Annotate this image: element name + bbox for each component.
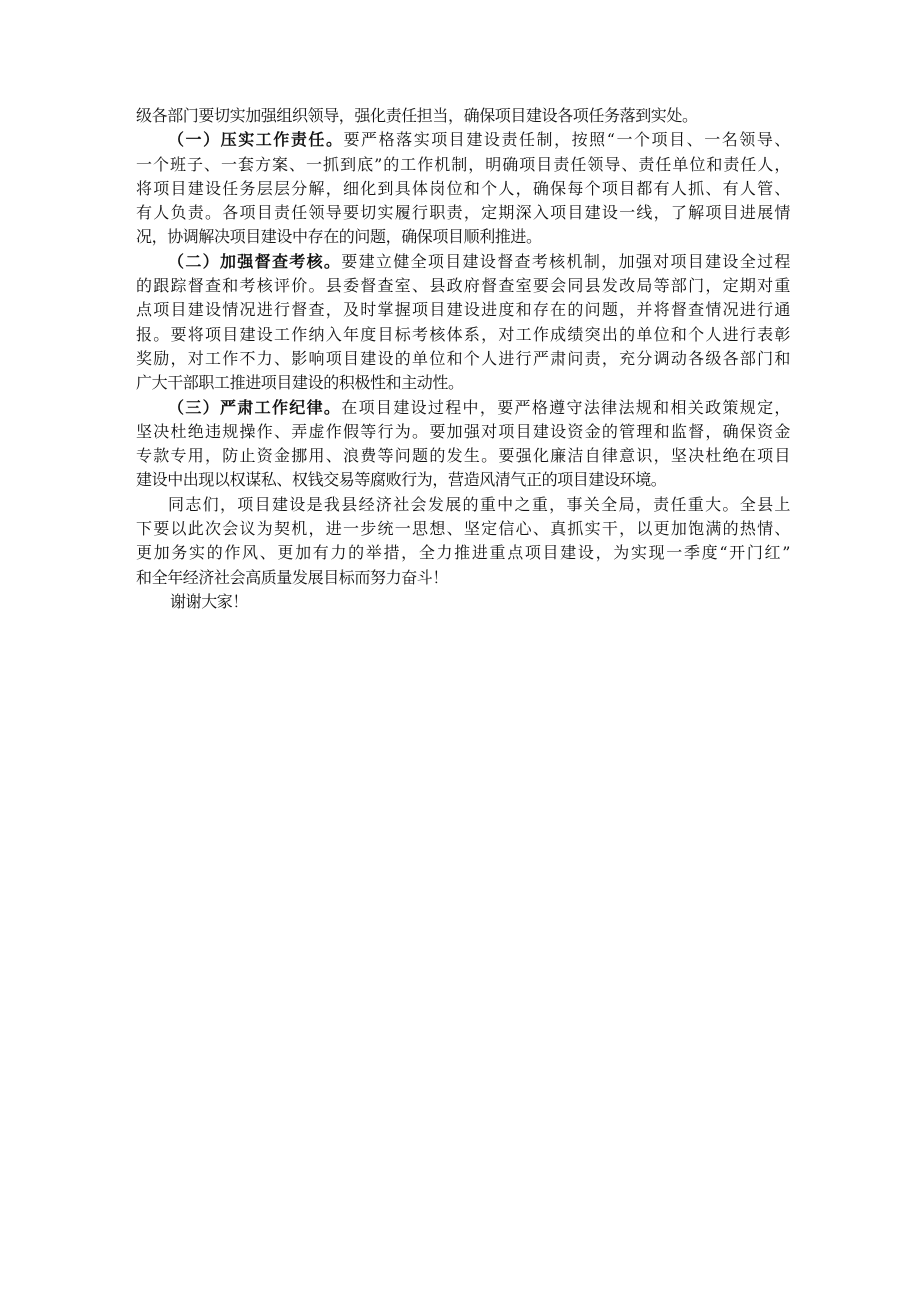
paragraph-line: [136, 250, 790, 274]
text-line: 的跟踪督查和考核评价。县委督查室、县政府督查室要会同县发改局等部门，定期对重: [136, 276, 790, 296]
text-line: 专款专用，防止资金挪用、浪费等问题的发生。要强化廉洁自律意识，坚决杜绝在项目: [136, 446, 790, 466]
paragraph-line: [136, 128, 790, 152]
text-line: 有人负责。各项目责任领导要切实履行职责，定期深入项目建设一线，了解项目进展情: [136, 203, 790, 223]
text-line: 建设中出现以权谋私、权钱交易等腐败行为，营造风清气正的项目建设环境。: [136, 470, 667, 490]
text-line: 况，协调解决项目建设中存在的问题，确保项目顺利推进。: [136, 227, 542, 247]
text-run: 要建立健全项目建设督查考核机制，加强对项目建设全过程: [341, 251, 790, 271]
text-line: 同志们，项目建设是我县经济社会发展的重中之重，事关全局，责任重大。全县上: [168, 494, 790, 514]
closing-thanks: 谢谢大家！: [170, 591, 249, 611]
text-line: 点项目建设情况进行督查，及时掌握项目建设进度和存在的问题，并将督查情况进行通: [136, 300, 790, 320]
text-line: 一个班子、一套方案、一抓到底”的工作机制，明确项目责任领导、责任单位和责任人，: [136, 154, 790, 174]
text-run: 在项目建设过程中，要严格遵守法律法规和相关政策规定，: [341, 397, 790, 417]
paragraph-line: [136, 396, 790, 420]
text-line: 更加务实的作风、更加有力的举措，全力推进重点项目建设，为实现一季度“开门红”: [136, 543, 790, 563]
text-line: 和全年经济社会高质量发展目标而努力奋斗！: [136, 567, 449, 587]
text-run: 要严格落实项目建设责任制，按照“一个项目、一名领导、: [343, 130, 790, 150]
section-heading-2: （二）加强督查考核。: [168, 251, 342, 271]
text-line: 坚决杜绝违规操作、弄虚作假等行为。要加强对项目建设资金的管理和监督，确保资金: [136, 421, 790, 441]
document-page: [136, 104, 790, 614]
text-line: 下要以此次会议为契机，进一步统一思想、坚定信心、真抓实干，以更加饱满的热情、: [136, 519, 790, 539]
text-line: 奖励，对工作不力、影响项目建设的单位和个人进行严肃问责，充分调动各级各部门和: [136, 348, 790, 368]
text-line: 广大干部职工推进项目建设的积极性和主动性。: [136, 373, 464, 393]
text-line: 将项目建设任务层层分解，细化到具体岗位和个人，确保每个项目都有人抓、有人管、: [136, 178, 790, 198]
section-heading-3: （三）严肃工作纪律。: [168, 397, 342, 417]
text-line: 级各部门要切实加强组织领导，强化责任担当，确保项目建设各项任务落到实处。: [136, 106, 698, 125]
text-line: 报。要将项目建设工作纳入年度目标考核体系，对工作成绩突出的单位和个人进行表彰: [136, 324, 790, 344]
section-heading-1: （一）压实工作责任。: [168, 130, 344, 150]
